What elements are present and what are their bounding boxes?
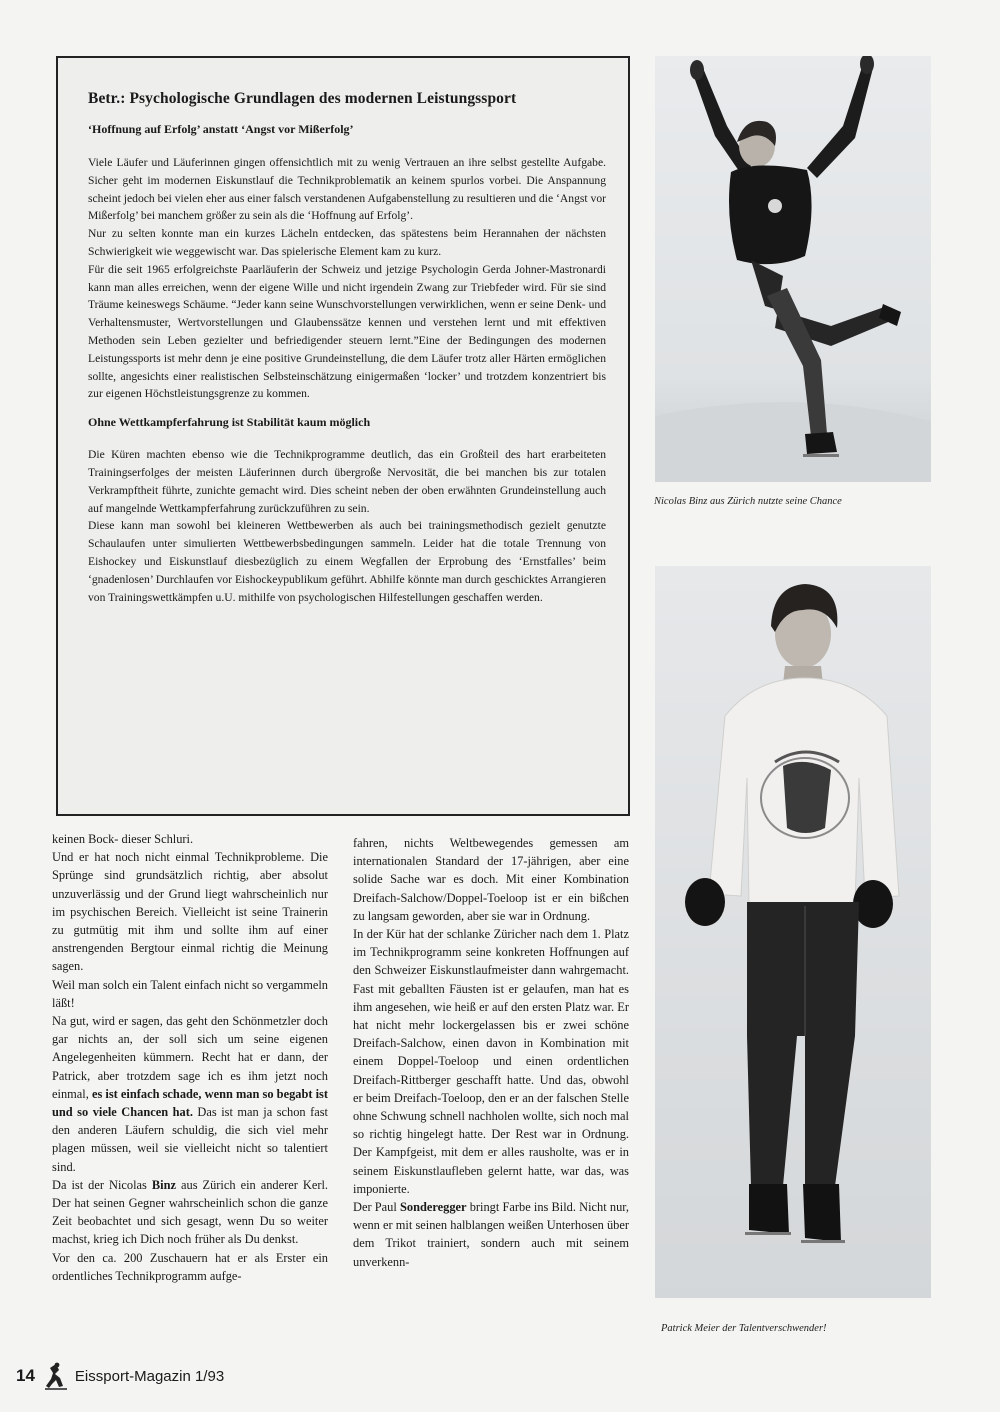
column-paragraph: keinen Bock- dieser Schluri. [52, 832, 194, 846]
photo-skater-standing [655, 566, 931, 1298]
photo-skater-jump [655, 56, 931, 482]
skater-jump-illustration [655, 56, 931, 482]
column-paragraph [52, 1012, 328, 1176]
box-subtitle-2: Ohne Wettkampferfahrung ist Stabilität kaum möglich [88, 415, 371, 430]
column-paragraph: Und er hat noch nicht einmal Technikprobleme. Die Sprünge sind grundsätzlich richtig, aber absolut unzuverlässig und der Grund liegt wahrscheinlich nur im psychischen Bereich. Vielleicht ist seine Trainerin zu gutmütig mit ihm und sollte ihm auf einer anstrengenden Bergtour einmal richtig die Meinung sagen. [52, 850, 328, 974]
box-paragraph: Die Küren machten ebenso wie die Technikprogramme deutlich, das ein Großteil des hart erarbeiteten Trainingserfolges der meisten Läuferinnen durch übergroße Nervosität, die bei manchen bis zur totalen Verkrampftheit führte, zunichte gemacht wird. Dies scheint neben der oben erwähnten Grundeinstellung auch auf mangelnde Wettkampferfahrung zurückzuführen zu sein. [88, 448, 606, 515]
column-paragraph: Weil man solch ein Talent einfach nicht so vergammeln läßt! [52, 977, 328, 1010]
page-number: 14 [16, 1366, 35, 1385]
text-run: Der Paul [353, 1200, 400, 1215]
bold-text-run: es ist einfach schade, wenn man so begabt ist und so viele Chancen hat. [52, 1086, 328, 1120]
text-run: bringt Farbe ins Bild. Nicht nur, wenn er mit seinen halblangen weißen Unterhosen über dem Trikot trainiert, sondern auch mit seinem unverkenn- [353, 1200, 629, 1269]
column-paragraph: In der Kür hat der schlanke Züricher nach dem 1. Platz im Technikprogramm seine konkreten Hoffnungen auf den Schweizer Eiskunstlaufmeister dann wahrgemacht. Fast mit geballten Fäusten ist er gelaufen, man hat es ihm angesehen, wie heiß er auf den ersten Platz war. Er hat nicht mehr lockergelassen bis er zwei schöne Dreifach-Salchow, einen davon in Kombination mit einem Doppel-Toeloop und einen ordentlichen Dreifach-Rittberger geschafft hatte. Und das, obwohl er beim Dreifach-Toeloop, den er an der falschen Stelle ohne Schwung schnell nachholen wollte, sich noch mal so richtig hingelegt hatte. Der Rest war in Ordnung. Der Kampfgeist, mit dem er alles rausholte, was er in seinem Eiskunstlaufleben gelernt hatte, war das, was imponierte. [353, 927, 629, 1196]
bold-name: Binz [151, 1177, 176, 1192]
column-paragraph [52, 1176, 328, 1249]
text-run: Das ist man ja schon fast den anderen Läufern schuldig, die sich viel mehr plagen müssen, weil sie vielleicht nicht so talentiert sind. [52, 1105, 328, 1174]
skater-logo-icon [43, 1362, 69, 1390]
sidebar-box [56, 56, 630, 816]
magazine-name: Eissport-Magazin 1/93 [74, 1367, 225, 1385]
photo-caption-2: Patrick Meier der Talentverschwender! [661, 1323, 827, 1334]
skater-standing-illustration [655, 566, 931, 1298]
box-subtitle-1: ‘Hoffnung auf Erfolg’ anstatt ‘Angst vor Mißerfolg’ [88, 122, 354, 136]
text-column-1 [52, 830, 328, 1285]
bold-name: Sonderegger [399, 1200, 467, 1215]
text-column-2 [353, 834, 629, 1271]
box-title: Betr.: Psychologische Grundlagen des modernen Leistungssport [88, 90, 517, 107]
box-paragraph: Viele Läufer und Läuferinnen gingen offensichtlich mit zu wenig Vertrauen an ihre selbst gestellte Aufgabe. Sicher geht im modernen Eiskunstlauf die Technikproblematik an keinem spurlos vorbei. Die Anspannung scheint jedoch bei vielen eher aus einer falsch verstandenen Aufgabenstellung zu resultieren und die ‘Angst vor Mißerfolg’ bei manchem größer zu sein als die ‘Hoffnung auf Erfolg’. [88, 156, 606, 223]
box-paragraph: Nur zu selten konnte man ein kurzes Lächeln entdecken, das spätestens beim Herannahen der nächsten Schwierigkeit wie weggewischt war. Das spielerische Element kam zu kurz. [88, 227, 606, 258]
photo-caption-1: Nicolas Binz aus Zürich nutzte seine Chance [654, 496, 842, 507]
text-run: Da ist der Nicolas [52, 1177, 152, 1192]
column-paragraph [353, 1198, 629, 1271]
box-paragraph: Diese kann man sowohl bei kleineren Wettbewerben als auch bei trainingsmethodisch gezielt genutzte Schaulaufen unter simulierten Wettbewerbsbedingungen sammeln. Leider hat die totale Trennung von Eishockey und Eiskunstlauf diesbezüglich zu einem Wegfallen der Erprobung des ‘Ernstfalles’ beim ‘gnadenlosen’ Durchlaufen vor Eishockeypublikum geführt. Abhilfe könnte man durch geschicktes Arrangieren von Trainingswettkämpfen u.U. mithilfe von psychologischen Hilfestellungen geschaffen werden. [88, 519, 606, 604]
text-run: aus Zürich ein anderer Kerl. Der hat seinen Gegner wahrscheinlich schon die ganze Zeit beobachtet und sich gesagt, wenn Du so weiter machst, krieg ich Dich noch früher als Du denkst. [52, 1177, 329, 1247]
text-run: Na gut, wird er sagen, das geht den Schönmetzler doch gar nichts an, der soll sich um seine eigenen Angelegenheiten kümmern. Recht hat er dann, der Patrick, aber trotzdem sage ich es ihm jetzt noch einmal, [52, 1014, 328, 1101]
column-paragraph: Vor den ca. 200 Zuschauern hat er als Erster ein ordentliches Technikprogramm aufge- [52, 1250, 328, 1283]
page-footer [16, 1362, 224, 1390]
box-paragraph: Für die seit 1965 erfolgreichste Paarläuferin der Schweiz und jetzige Psychologin Gerda Johner-Mastronardi kann man alles erreichen, wenn der eigene Wille und nicht irgendein Zwang zur Triebfeder wird. Für sie sind Träume keineswegs Schäume. “Jeder kann seine Wunschvorstellungen verwirklichen, wenn er seine Denk- und Verhaltensmuster, Wertvorstellungen und Glaubenssätze kennen und verstehen lernt und mit effektiven Methoden sein Leben gezielter und befriedigender steuern lernt.”Eine der Bedingungen des modernen Leistungssports ist mehr denn je eine positive Grundeinstellung, die dem Läufer trotz aller Härten ermöglichen sollte, angesichts einer realistischen Selbsteinschätzung einigermaßen ‘locker’ und trotzdem konzentriert bis zur eigenen Höchstleistungsgrenze zu kommen. [88, 262, 606, 401]
column-paragraph: fahren, nichts Weltbewegendes gemessen am internationalen Standard der 17-jährigen, aber eine solide Sache war es doch. Mit einer Kombination Dreifach-Salchow/Doppel-Toeloop ist er ein bißchen zu langsam geworden, aber sie war in Ordnung. [353, 836, 629, 923]
